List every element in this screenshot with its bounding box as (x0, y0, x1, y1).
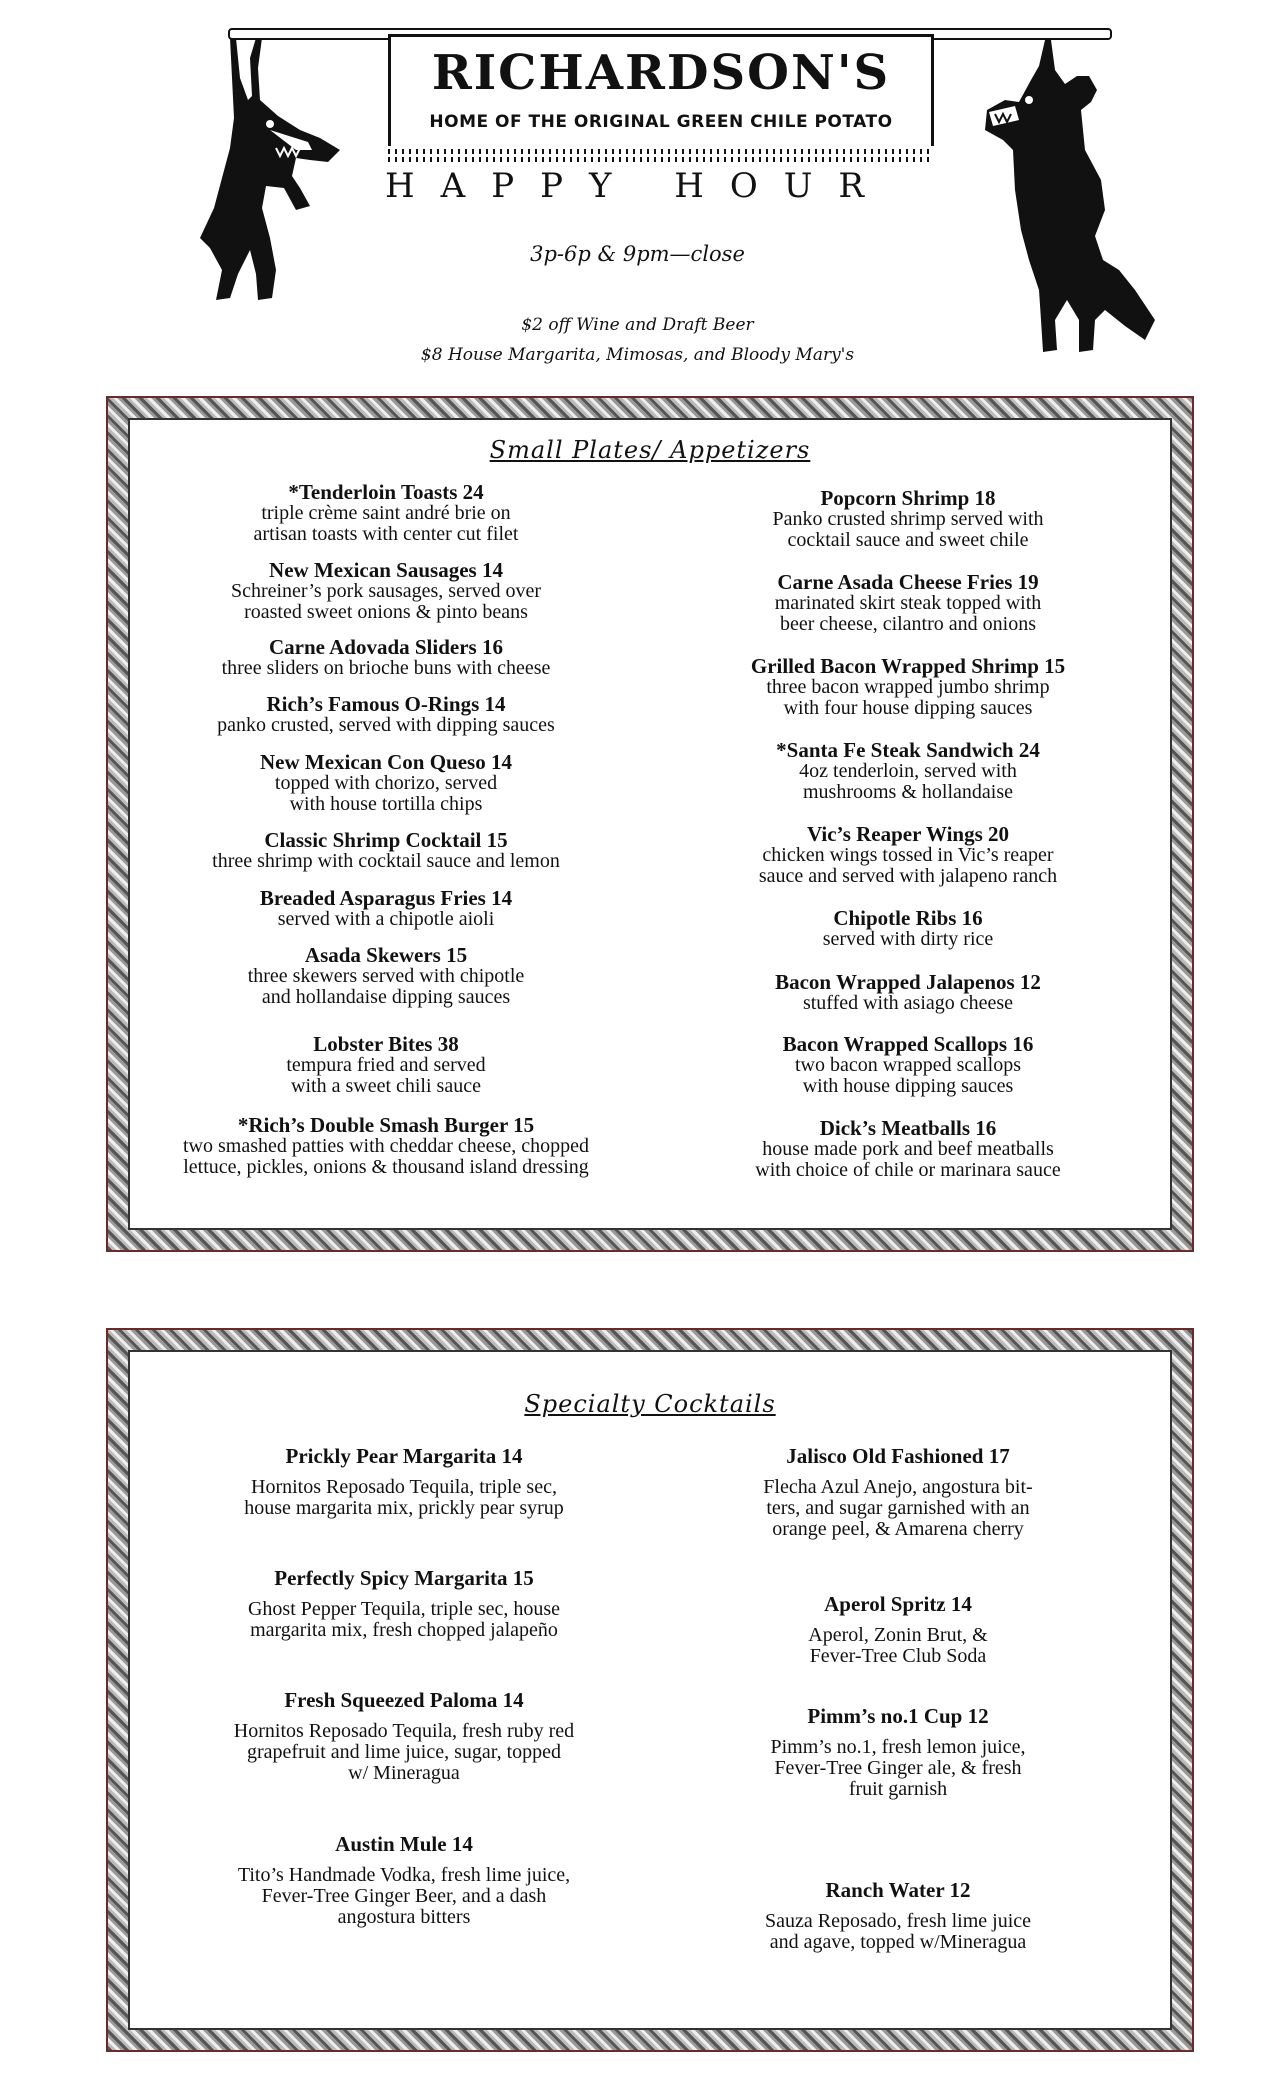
menu-item-description: three bacon wrapped jumbo shrimp (766, 676, 1050, 698)
menu-item (658, 656, 1158, 719)
menu-item-description: orange peel, & Amarena cherry (772, 1518, 1024, 1540)
menu-item-name: Lobster Bites 38 (313, 1032, 459, 1056)
menu-item-description: margarita mix, fresh chopped jalapeño (250, 1619, 558, 1641)
menu-item-description: panko crusted, served with dipping sauces (217, 714, 555, 736)
banner-fringe-pattern (388, 146, 934, 162)
menu-item-description: with choice of chile or marinara sauce (755, 1159, 1061, 1181)
menu-item-description: marinated skirt steak topped with (774, 592, 1042, 614)
menu-item (136, 1034, 636, 1097)
menu-item-description: beer cheese, cilantro and onions (779, 613, 1036, 635)
menu-item-description: and hollandaise dipping sauces (261, 986, 511, 1008)
menu-item-description: grapefruit and lime juice, sugar, topped (246, 1741, 562, 1763)
menu-item-name: *Santa Fe Steak Sandwich 24 (776, 738, 1040, 762)
menu-item (648, 1706, 1148, 1800)
menu-item-description: Panko crusted shrimp served with (772, 508, 1044, 530)
menu-item (648, 1880, 1148, 1953)
menu-item-description: Fever-Tree Ginger ale, & fresh (774, 1757, 1022, 1779)
menu-item (136, 830, 636, 872)
cocktails-title: Specialty Cocktails (524, 1390, 776, 1418)
menu-item-description: two bacon wrapped scallops (794, 1054, 1022, 1076)
menu-item-name: New Mexican Con Queso 14 (260, 750, 512, 774)
menu-item-name: Breaded Asparagus Fries 14 (259, 886, 513, 910)
menu-item-description: Tito’s Handmade Vodka, fresh lime juice, (237, 1864, 571, 1886)
restaurant-tagline: HOME OF THE ORIGINAL GREEN CHILE POTATO (429, 112, 893, 132)
menu-item-description: with house dipping sauces (802, 1075, 1014, 1097)
menu-item-description: Fever-Tree Club Soda (809, 1645, 987, 1667)
menu-item (154, 1568, 654, 1641)
menu-item (154, 1834, 654, 1928)
menu-item-description: house margarita mix, prickly pear syrup (244, 1497, 564, 1519)
menu-item-description: stuffed with asiago cheese (802, 992, 1014, 1014)
menu-item (154, 1690, 654, 1784)
menu-item-name: Carne Adovada Sliders 16 (269, 635, 503, 659)
menu-item-description: two smashed patties with cheddar cheese, chopped (183, 1135, 589, 1157)
menu-item-name: Perfectly Spicy Margarita 15 (274, 1566, 534, 1590)
menu-item-description: served with a chipotle aioli (277, 908, 495, 930)
menu-item (648, 1446, 1148, 1540)
menu-item-description: topped with chorizo, served (274, 772, 498, 794)
menu-item (136, 945, 636, 1008)
menu-item-name: New Mexican Sausages 14 (269, 558, 503, 582)
menu-item-description: mushrooms & hollandaise (803, 781, 1013, 803)
menu-item-description: artisan toasts with center cut filet (253, 523, 519, 545)
menu-item (136, 637, 636, 679)
menu-item-description: ters, and sugar garnished with an (766, 1497, 1030, 1519)
menu-item-description: sauce and served with jalapeno ranch (758, 865, 1058, 887)
menu-item-name: Vic’s Reaper Wings 20 (806, 822, 1010, 846)
menu-item-description: and agave, topped w/Mineragua (769, 1931, 1027, 1953)
menu-item-name: *Rich’s Double Smash Burger 15 (237, 1113, 535, 1137)
menu-item-name: Bacon Wrapped Jalapenos 12 (775, 970, 1041, 994)
menu-item-name: Chipotle Ribs 16 (833, 906, 983, 930)
menu-item-description: Hornitos Reposado Tequila, triple sec, (251, 1476, 557, 1498)
menu-item-name: Grilled Bacon Wrapped Shrimp 15 (750, 654, 1066, 678)
restaurant-name: RICHARDSON'S (431, 45, 891, 101)
restaurant-banner (388, 34, 934, 150)
menu-item-description: Fever-Tree Ginger Beer, and a dash (261, 1885, 547, 1907)
menu-item-name: Fresh Squeezed Paloma 14 (284, 1688, 524, 1712)
appetizers-title: Small Plates/ Appetizers (489, 436, 811, 464)
menu-item-description: cocktail sauce and sweet chile (787, 529, 1029, 551)
menu-item-description: roasted sweet onions & pinto beans (244, 601, 528, 623)
menu-header (0, 0, 1275, 380)
menu-item (136, 888, 636, 930)
menu-item-description: fruit garnish (848, 1778, 948, 1800)
menu-item-name: Jalisco Old Fashioned 17 (786, 1444, 1010, 1468)
menu-item-description: triple crème saint andré brie on (261, 502, 511, 524)
menu-item-description: three skewers served with chipotle (247, 965, 525, 987)
menu-item (136, 482, 636, 545)
menu-item-description: chicken wings tossed in Vic’s reaper (762, 844, 1054, 866)
appetizers-panel-content (128, 418, 1172, 1230)
menu-item (658, 1034, 1158, 1097)
menu-item-description: served with dirty rice (822, 928, 994, 950)
menu-item (658, 824, 1158, 887)
menu-item (136, 694, 636, 736)
happy-hour-times: 3p-6p & 9pm—close (530, 242, 745, 266)
menu-item-description: 4oz tenderloin, served with (799, 760, 1017, 782)
menu-item-description: Sauza Reposado, fresh lime juice (764, 1910, 1032, 1932)
menu-item-name: Carne Asada Cheese Fries 19 (777, 570, 1039, 594)
menu-item-description: with a sweet chili sauce (291, 1075, 481, 1097)
menu-item-description: Aperol, Zonin Brut, & (808, 1624, 988, 1646)
menu-item-description: three shrimp with cocktail sauce and lemon (212, 850, 560, 872)
menu-item-description: with house tortilla chips (289, 793, 483, 815)
menu-item-description: Pimm’s no.1, fresh lemon juice, (770, 1736, 1026, 1758)
menu-item (658, 740, 1158, 803)
drink-special-wine-beer: $2 off Wine and Draft Beer (521, 315, 754, 335)
menu-item-name: Ranch Water 12 (825, 1878, 971, 1902)
menu-item-name: Popcorn Shrimp 18 (820, 486, 996, 510)
menu-item-description: Schreiner’s pork sausages, served over (230, 580, 542, 602)
cocktails-panel-content (128, 1350, 1172, 2030)
menu-item-description: tempura fried and served (286, 1054, 486, 1076)
menu-item (658, 908, 1158, 950)
menu-item (658, 572, 1158, 635)
cocktails-panel (106, 1328, 1194, 2052)
menu-item (136, 752, 636, 815)
menu-item-description: with four house dipping sauces (783, 697, 1033, 719)
menu-item-name: Bacon Wrapped Scallops 16 (782, 1032, 1034, 1056)
menu-item-description: angostura bitters (337, 1906, 471, 1928)
menu-item (658, 972, 1158, 1014)
menu-item-name: Pimm’s no.1 Cup 12 (807, 1704, 989, 1728)
menu-item (658, 1118, 1158, 1181)
menu-item-name: Prickly Pear Margarita 14 (285, 1444, 523, 1468)
menu-item (648, 1594, 1148, 1667)
menu-item-description: three sliders on brioche buns with cheese (221, 657, 551, 679)
menu-item-name: Rich’s Famous O-Rings 14 (266, 692, 506, 716)
menu-item-name: Aperol Spritz 14 (824, 1592, 972, 1616)
happy-hour-title: HAPPY HOUR (385, 166, 890, 206)
menu-item (658, 488, 1158, 551)
menu-item-description: lettuce, pickles, onions & thousand island dressing (183, 1156, 589, 1178)
menu-item-name: Classic Shrimp Cocktail 15 (264, 828, 508, 852)
menu-item (136, 560, 636, 623)
menu-item-description: Hornitos Reposado Tequila, fresh ruby red (233, 1720, 575, 1742)
menu-item-description: house made pork and beef meatballs (762, 1138, 1054, 1160)
appetizers-panel (106, 396, 1194, 1252)
menu-item-name: Austin Mule 14 (335, 1832, 473, 1856)
menu-item-name: *Tenderloin Toasts 24 (288, 480, 484, 504)
drink-special-cocktails: $8 House Margarita, Mimosas, and Bloody Mary's (420, 345, 855, 365)
menu-item (136, 1115, 636, 1178)
menu-item-description: w/ Mineragua (348, 1762, 460, 1784)
menu-item-description: Ghost Pepper Tequila, triple sec, house (247, 1598, 561, 1620)
menu-item (154, 1446, 654, 1519)
menu-item-name: Asada Skewers 15 (304, 943, 468, 967)
menu-item-description: Flecha Azul Anejo, angostura bit- (763, 1476, 1033, 1498)
menu-item-name: Dick’s Meatballs 16 (819, 1116, 997, 1140)
